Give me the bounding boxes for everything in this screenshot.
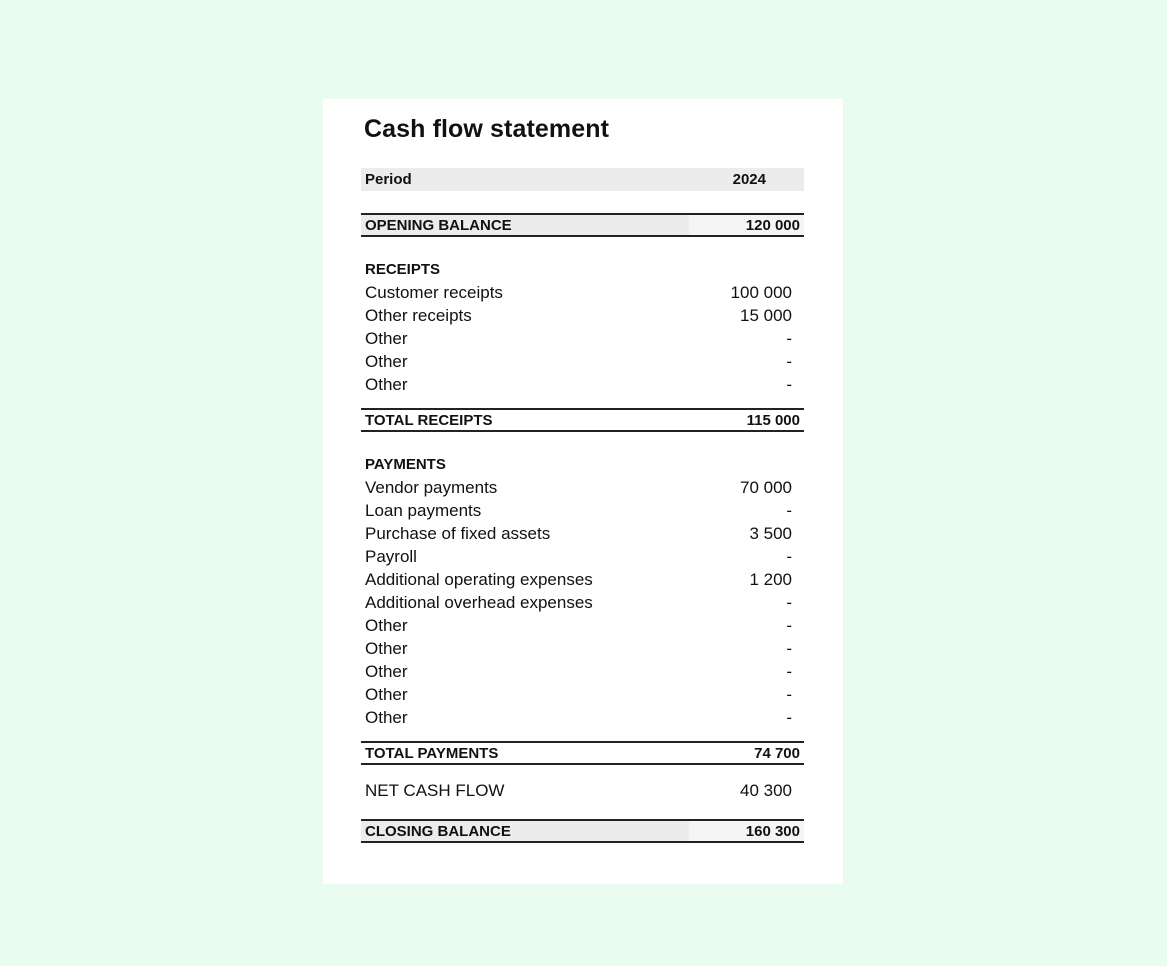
payment-row [361, 591, 804, 614]
opening-balance-row [361, 213, 804, 237]
payment-row [361, 476, 804, 499]
receipt-value: 100 000 [730, 282, 792, 302]
period-header-row [361, 168, 804, 191]
receipt-row [361, 281, 804, 304]
payment-row [361, 499, 804, 522]
receipt-value: 15 000 [740, 305, 792, 325]
receipt-label: Other [365, 328, 408, 348]
receipt-label: Customer receipts [365, 282, 503, 302]
payment-label: Other [365, 684, 408, 704]
receipt-row [361, 350, 804, 373]
closing-balance-row [361, 819, 804, 843]
net-cash-flow-row [361, 779, 804, 803]
payment-label: Other [365, 661, 408, 681]
total-receipts-row [361, 408, 804, 432]
payment-row [361, 660, 804, 683]
receipts-heading-row [361, 258, 804, 280]
receipt-label: Other receipts [365, 305, 472, 325]
payment-label: Additional overhead expenses [365, 592, 593, 612]
payment-label: Payroll [365, 546, 417, 566]
payment-row [361, 614, 804, 637]
payment-row [361, 683, 804, 706]
payment-label: Additional operating expenses [365, 569, 593, 589]
receipt-value: - [786, 351, 792, 371]
payment-label: Other [365, 638, 408, 658]
payment-value: - [786, 684, 792, 704]
payment-label: Other [365, 615, 408, 635]
total-receipts-value: 115 000 [746, 411, 800, 429]
payment-row [361, 568, 804, 591]
receipt-row [361, 373, 804, 396]
total-payments-row [361, 741, 804, 765]
closing-balance-value: 160 300 [745, 822, 800, 840]
payments-heading: PAYMENTS [365, 455, 446, 473]
payment-value: - [786, 707, 792, 727]
net-cash-flow-value: 40 300 [740, 781, 792, 800]
payment-value: - [786, 615, 792, 635]
payment-value: - [786, 546, 792, 566]
receipt-row [361, 327, 804, 350]
payment-row [361, 706, 804, 729]
total-receipts-label: TOTAL RECEIPTS [365, 411, 493, 429]
payments-heading-row [361, 453, 804, 475]
payment-value: 1 200 [749, 569, 792, 589]
total-payments-value: 74 700 [754, 744, 800, 762]
net-cash-flow-label: NET CASH FLOW [365, 781, 505, 800]
payment-row [361, 545, 804, 568]
payment-value: 70 000 [740, 477, 792, 497]
payment-row [361, 522, 804, 545]
payment-row [361, 637, 804, 660]
payment-value: - [786, 638, 792, 658]
closing-balance-label: CLOSING BALANCE [365, 822, 511, 840]
total-payments-label: TOTAL PAYMENTS [365, 744, 499, 762]
payment-value: 3 500 [749, 523, 792, 543]
period-label: Period [365, 171, 412, 188]
period-value: 2024 [732, 171, 766, 188]
opening-balance-value: 120 000 [745, 216, 800, 234]
payment-label: Purchase of fixed assets [365, 523, 551, 543]
receipt-value: - [786, 374, 792, 394]
payment-value: - [786, 661, 792, 681]
receipt-row [361, 304, 804, 327]
payment-value: - [786, 500, 792, 520]
page-title: Cash flow statement [364, 115, 610, 143]
opening-balance-label: OPENING BALANCE [365, 216, 512, 234]
receipt-label: Other [365, 374, 408, 394]
statement-card [323, 99, 843, 884]
receipts-heading: RECEIPTS [365, 260, 441, 278]
payment-label: Other [365, 707, 408, 727]
payment-value: - [786, 592, 792, 612]
payment-label: Vendor payments [365, 477, 498, 497]
receipt-label: Other [365, 351, 408, 371]
payment-label: Loan payments [365, 500, 482, 520]
receipt-value: - [786, 328, 792, 348]
